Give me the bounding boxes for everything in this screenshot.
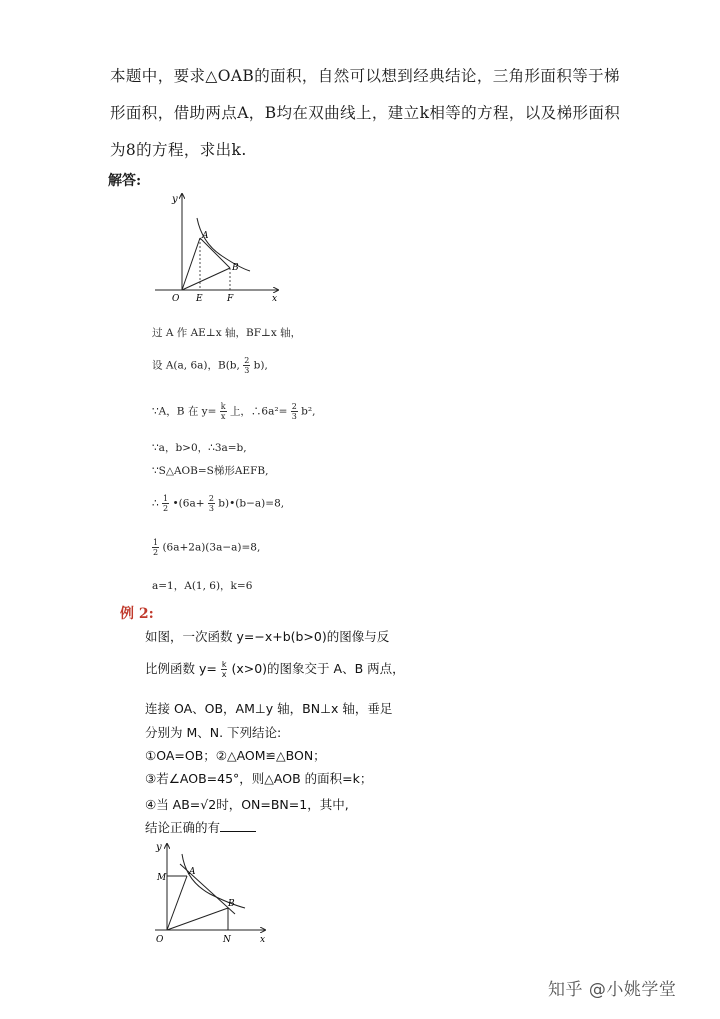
example2-line-6: ③若∠AOB=45°，则△AOB 的面积=k； [145, 771, 373, 786]
solution-line-1: 过 A 作 AE⊥x 轴，BF⊥x 轴， [152, 327, 302, 339]
fig1-label-e: E [196, 294, 203, 304]
solution-line-3: ∵A，B 在 y= $\frac{k}{x}$ 上，∴6a²= $\frac{2}{3}$ b², [152, 402, 316, 421]
watermark: 知乎 @小姚学堂 [548, 980, 677, 1000]
fig1-label-o: O [172, 294, 180, 304]
solution-line-7: $\frac{1}{2}$ (6a+2a)(3a−a)=8, [153, 538, 261, 557]
fig2-label-y: y [156, 842, 162, 853]
intro-paragraph: 本题中，要求△OAB的面积，自然可以想到经典结论，三角形面积等于梯形面积，借助两点A，B均在双曲线上，建立k相等的方程，以及梯形面积为8的方程，求出k. [110, 67, 621, 159]
fig2-label-n: N [223, 935, 231, 945]
fig2-label-m: M [157, 873, 167, 883]
solution-line-5: ∵S△AOB=S梯形AEFB, [152, 465, 269, 477]
example2-line-4: 分别为 M、N. 下列结论: [145, 725, 282, 740]
example2-figure [150, 836, 275, 951]
example2-line-8: 结论正确的有 [145, 818, 256, 836]
fig1-label-a: A [202, 231, 209, 241]
fig1-label-b: B [232, 263, 239, 273]
fig1-label-y: y [172, 194, 178, 205]
fig1-label-x: x [272, 294, 278, 304]
solution-line-4: ∵a，b>0，∴3a=b, [152, 442, 247, 454]
fig2-label-a: A [189, 867, 196, 877]
solution-line-8: a=1，A(1, 6)，k=6 [152, 580, 253, 592]
example2-line-3: 连接 OA、OB，AM⊥y 轴，BN⊥x 轴，垂足 [145, 701, 393, 716]
fig1-label-f: F [227, 294, 234, 304]
answer-heading: 解答: [108, 173, 142, 189]
example2-line-1: 如图，一次函数 y=−x+b(b>0)的图像与反 [145, 629, 390, 644]
solution-line-6: ∴ $\frac{1}{2}$ •(6a+ $\frac{2}{3}$ b)•(b−a)=8, [152, 494, 285, 513]
hyperbola-curve [197, 218, 250, 271]
example2-line-2: 比例函数 y= $\frac{k}{x}$ (x>0)的图象交于 A、B 两点， [145, 660, 405, 679]
fig2-label-x: x [260, 935, 266, 945]
fig2-label-b: B [228, 899, 235, 909]
solution-figure [150, 188, 290, 308]
fig2-label-o: O [156, 935, 164, 945]
example2-line-5: ①OA=OB；②△AOM≌△BON； [145, 748, 326, 763]
answer-blank [220, 821, 256, 832]
example-2-heading: 例 2: [120, 606, 154, 622]
solution-line-2: 设 A(a, 6a)，B(b, $\frac{2}{3}$ b), [152, 356, 268, 375]
example2-line-7: ④当 AB=√2时，ON=BN=1，其中, [145, 797, 349, 812]
